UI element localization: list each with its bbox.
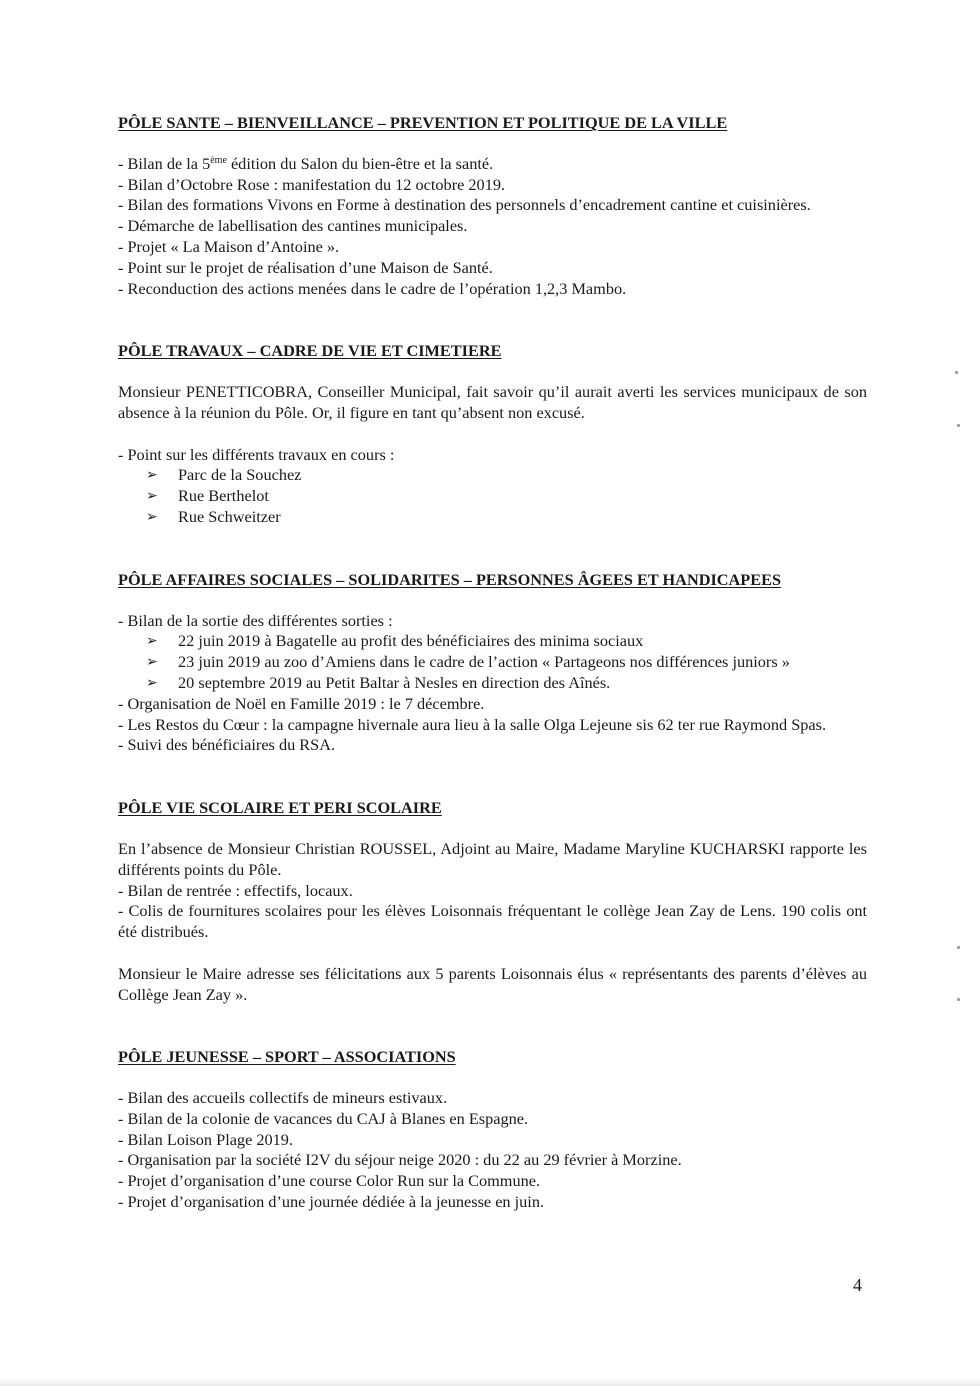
list-line: - Reconduction des actions menées dans le cadre de l’opération 1,2,3 Mambo.	[118, 278, 627, 298]
list-line: - Les Restos du Cœur : la campagne hivernale aura lieu à la salle Olga Lejeune sis 62 ter rue Raymond Spas.	[118, 714, 827, 734]
bullet-list	[118, 465, 867, 527]
list-line: - Démarche de labellisation des cantines municipales.	[118, 216, 468, 236]
list-line: - Bilan d’Octobre Rose : manifestation du 12 octobre 2019.	[118, 174, 506, 194]
scan-speck	[957, 998, 960, 1001]
list-line: - Projet d’organisation d’une journée dédiée à la jeunesse en juin.	[118, 1192, 545, 1212]
scan-edge	[0, 1378, 980, 1386]
line-text: édition du Salon du bien-être et la santé.	[226, 153, 494, 173]
arrow-bullet-icon: ➢	[146, 654, 158, 671]
list-line: - Point sur le projet de réalisation d’une Maison de Santé.	[118, 257, 493, 277]
list-item-text: 20 septembre 2019 au Petit Baltar à Nesles en direction des Aînés.	[178, 672, 611, 692]
scan-speck	[955, 371, 958, 374]
list-line: - Organisation de Noël en Famille 2019 : le 7 décembre.	[118, 693, 485, 713]
list-line: - Projet « La Maison d’Antoine ».	[118, 236, 340, 256]
bullet-list	[118, 631, 867, 693]
list-line: - Bilan de la colonie de vacances du CAJ à Blanes en Espagne.	[118, 1108, 529, 1128]
list-item	[146, 631, 867, 652]
list-line: - Bilan Loison Plage 2019.	[118, 1129, 294, 1149]
scan-speck	[957, 424, 960, 427]
scan-speck	[957, 946, 960, 949]
list-item	[146, 465, 867, 486]
arrow-bullet-icon: ➢	[146, 467, 158, 484]
page-number: 4	[853, 1275, 862, 1295]
list-line: En l’absence de Monsieur Christian ROUSSEL, Adjoint au Maire, Madame Maryline KUCHARSKI rapporte les différents points du Pôle.	[118, 838, 867, 879]
list-line: - Bilan de rentrée : effectifs, locaux.	[118, 880, 353, 900]
arrow-bullet-icon: ➢	[146, 674, 158, 691]
paragraph: Monsieur PENETTICOBRA, Conseiller Municipal, fait savoir qu’il aurait averti les services municipaux de son absence à la réunion du Pôle. Or, il figure en tant qu’absent non excusé.	[118, 382, 867, 422]
arrow-bullet-icon: ➢	[146, 508, 158, 525]
list-item	[146, 673, 867, 694]
list-item-text: Rue Berthelot	[178, 486, 269, 506]
list-line: - Organisation par la société I2V du séjour neige 2020 : du 22 au 29 février à Morzine.	[118, 1150, 682, 1170]
section-heading: PÔLE TRAVAUX – CADRE DE VIE ET CIMETIERE	[118, 341, 502, 361]
paragraph: Monsieur le Maire adresse ses félicitations aux 5 parents Loisonnais élus « représentants des parents d’élèves au Collège Jean Zay ».	[118, 963, 867, 1004]
section-pole-affaires-sociales	[118, 570, 867, 756]
section-heading: PÔLE JEUNESSE – SPORT – ASSOCIATIONS	[118, 1047, 456, 1067]
list-line: - Suivi des bénéficiaires du RSA.	[118, 735, 336, 755]
section-heading: PÔLE VIE SCOLAIRE ET PERI SCOLAIRE	[118, 798, 442, 818]
list-line: - Bilan des formations Vivons en Forme à destination des personnels d’encadrement cantine et cuisinières.	[118, 195, 811, 215]
list-line: - Colis de fournitures scolaires pour les élèves Loisonnais fréquentant le collège Jean Zay de Lens. 190 colis ont été distribués.	[118, 901, 867, 942]
section-pole-vie-scolaire	[118, 798, 867, 1005]
document-page	[118, 113, 867, 1255]
superscript: ème	[210, 154, 227, 166]
list-line: - Projet d’organisation d’une course Color Run sur la Commune.	[118, 1171, 541, 1191]
arrow-bullet-icon: ➢	[146, 488, 158, 505]
section-heading: PÔLE SANTE – BIENVEILLANCE – PREVENTION ET POLITIQUE DE LA VILLE	[118, 113, 728, 132]
list-line	[118, 154, 867, 175]
section-pole-jeunesse	[118, 1047, 867, 1213]
list-item	[146, 507, 867, 528]
section-pole-sante	[118, 113, 867, 299]
list-item-text: 23 juin 2019 au zoo d’Amiens dans le cadre de l’action « Partageons nos différences juniors »	[178, 652, 790, 672]
section-heading: PÔLE AFFAIRES SOCIALES – SOLIDARITES – PERSONNES ÂGEES ET HANDICAPEES	[118, 569, 782, 589]
line-text: - Bilan de la 5	[118, 153, 211, 173]
section-pole-travaux	[118, 341, 867, 527]
list-item-text: Parc de la Souchez	[178, 465, 302, 485]
list-line: - Bilan de la sortie des différentes sorties :	[118, 610, 393, 630]
list-item	[146, 652, 867, 673]
list-line: - Bilan des accueils collectifs de mineurs estivaux.	[118, 1088, 448, 1108]
list-item-text: 22 juin 2019 à Bagatelle au profit des bénéficiaires des minima sociaux	[178, 631, 644, 651]
list-item-text: Rue Schweitzer	[178, 506, 281, 526]
arrow-bullet-icon: ➢	[146, 633, 158, 650]
list-line: - Point sur les différents travaux en cours :	[118, 444, 395, 464]
list-item	[146, 486, 867, 507]
